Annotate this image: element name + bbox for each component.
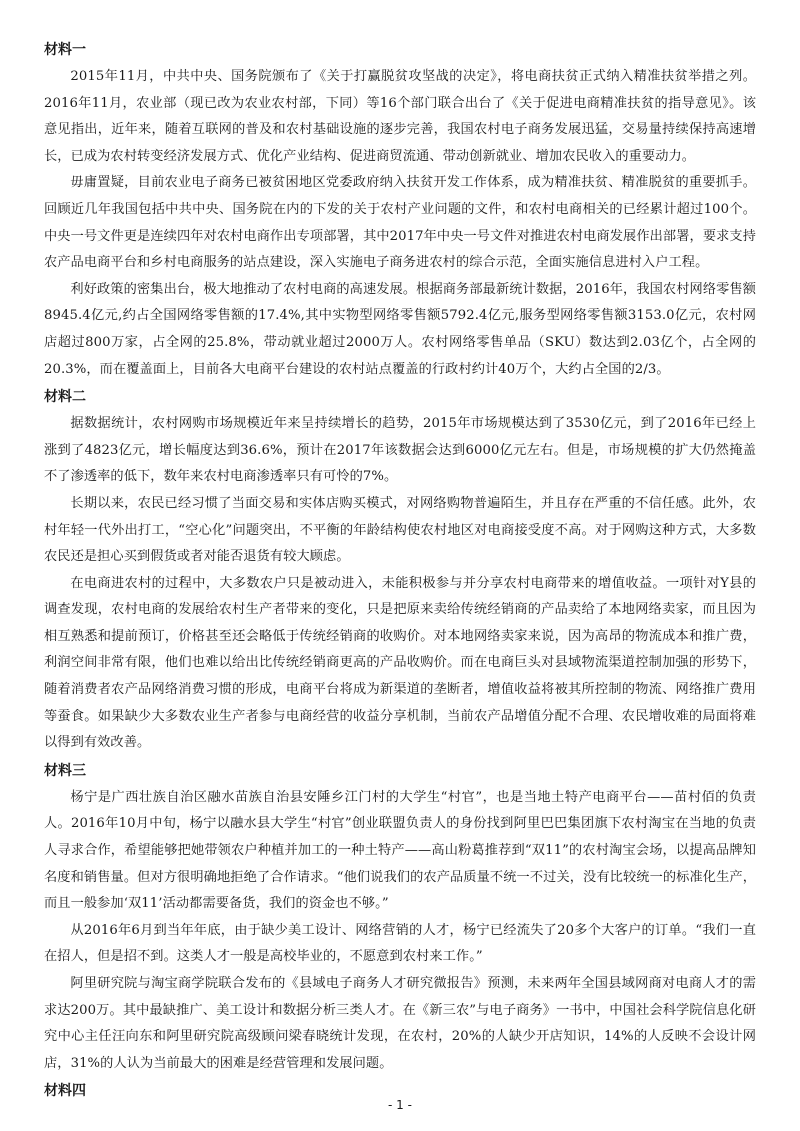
page-number: - 1 -: [388, 1098, 412, 1112]
section-heading: 材料四: [44, 1083, 86, 1100]
section-material-2: [44, 383, 756, 757]
section-material-3: [44, 757, 756, 1078]
document-page: [44, 36, 756, 1105]
paragraph: 杨宁是广西壮族自治区融水苗族自治县安陲乡江门村的大学生“村官”，也是当地土特产电商平台——苗村佰的负责人。2016年10月中旬，杨宁以融水县大学生“村官”创业联盟负责人的身份找到阿里巴巴集团旗下农村淘宝在当地的负责人寻求合作，希望能够把她带领农户种植并加工的一种土特产——高山粉葛推荐到“双11”的农村淘宝会场，以提高品牌知名度和销售量。但对方很明确地拒绝了合作请求。“他们说我们的农产品质量不统一不过关，没有比较统一的标准化生产，而且一般参加‘双11’活动都需要备货，我们的资金也不够。”: [44, 789, 756, 912]
paragraph: 利好政策的密集出台，极大地推动了农村电商的高速发展。根据商务部最新统计数据，2016年，我国农村网络零售额8945.4亿元,约占全国网络零售额的17.4%,其中实物型网络零售额5792.4亿元,服务型网络零售额3153.0亿元，农村网店超过800万家，占全网的25.8%，带动就业超过2000万人。农村网络零售单品（SKU）数达到2.03亿个，占全网的20.3%，而在覆盖面上，目前各大电商平台建设的农村站点覆盖的行政村约计40万个，大约占全国的2/3。: [44, 281, 756, 377]
paragraph: 长期以来，农民已经习惯了当面交易和实体店购买模式，对网络购物普遍陌生，并且存在严重的不信任感。此外，农村年轻一代外出打工，“空心化”问题突出，不平衡的年龄结构使农村地区对电商接受度不高。对于网购这种方式，大多数农民还是担心买到假货或者对能否退货有较大顾虑。: [44, 495, 756, 565]
paragraph: 据数据统计，农村网购市场规模近年来呈持续增长的趋势，2015年市场规模达到了3530亿元，到了2016年已经上涨到了4823亿元，增长幅度达到36.6%，预计在2017年该数据会达到6000亿元左右。但是，市场规模的扩大仍然掩盖不了渗透率的低下，数年来农村电商渗透率只有可怜的7%。: [44, 416, 756, 485]
paragraph: 2015年11月，中共中央、国务院颁布了《关于打赢脱贫攻坚战的决定》，将电商扶贫正式纳入精准扶贫举措之列。2016年11月，农业部（现已改为农业农村部，下同）等16个部门联合出台了《关于促进电商精准扶贫的指导意见》。该意见指出，近年来，随着互联网的普及和农村基础设施的逐步完善，我国农村电子商务发展迅猛，交易量持续保持高速增长，已成为农村转变经济发展方式、优化产业结构、促进商贸流通、带动创新就业、增加农民收入的重要动力。: [44, 69, 756, 164]
section-heading: 材料三: [44, 762, 86, 779]
paragraph: 毋庸置疑，目前农业电子商务已被贫困地区党委政府纳入扶贫开发工作体系，成为精准扶贫、精准脱贫的重要抓手。回顾近几年我国包括中共中央、国务院在内的下发的关于农村产业问题的文件，和农村电商相关的已经累计超过100个。中央一号文件更是连续四年对农村电商作出专项部署，其中2017年中央一号文件对推进农村电商发展作出部署，要求支持农产品电商平台和乡村电商服务的站点建设，深入实施电子商务进农村的综合示范，全面实施信息进村入户工程。: [44, 175, 756, 271]
paragraph: 在电商进农村的过程中，大多数农户只是被动进入，未能积极参与并分享农村电商带来的增值收益。一项针对Y县的调查发现，农村电商的发展给农村生产者带来的变化，只是把原来卖给传统经销商的产品卖给了本地网络卖家，而且因为相互熟悉和提前预订，价格甚至还会略低于传统经销商的收购价。对本地网络卖家来说，因为高昂的物流成本和推广费，利润空间非常有限，他们也难以给出比传统经销商更高的产品收购价。而在电商巨头对县域物流渠道控制加强的形势下，随着消费者农产品网络消费习惯的形成，电商平台将成为新渠道的垄断者，增值收益将被其所控制的物流、网络推广费用等蚕食。如果缺少大多数农业生产者参与电商经营的收益分享机制，当前农产品增值分配不合理、农民增收难的局面将难以得到有效改善。: [44, 575, 756, 751]
section-heading: 材料二: [44, 389, 86, 406]
paragraph: 阿里研究院与淘宝商学院联合发布的《县域电子商务人才研究微报告》预测，未来两年全国县域网商对电商人才的需求达200万。其中最缺推广、美工设计和数据分析三类人才。在《新三农”与电子商务》一书中，中国社会科学院信息化研究中心主任汪向东和阿里研究院高级顾问梁春晓统计发现，在农村，20%的人缺少开店知识，14%的人反映不会设计网店，31%的人认为当前最大的困难是经营管理和发展问题。: [44, 976, 756, 1071]
section-material-1: [44, 36, 756, 383]
section-heading: 材料一: [44, 42, 86, 58]
paragraph: 从2016年6月到当年年底，由于缺少美工设计、网络营销的人才，杨宁已经流失了20多个大客户的订单。“我们一直在招人，但是招不到。这类人才一般是高校毕业的，不愿意到农村来工作。”: [44, 922, 756, 965]
